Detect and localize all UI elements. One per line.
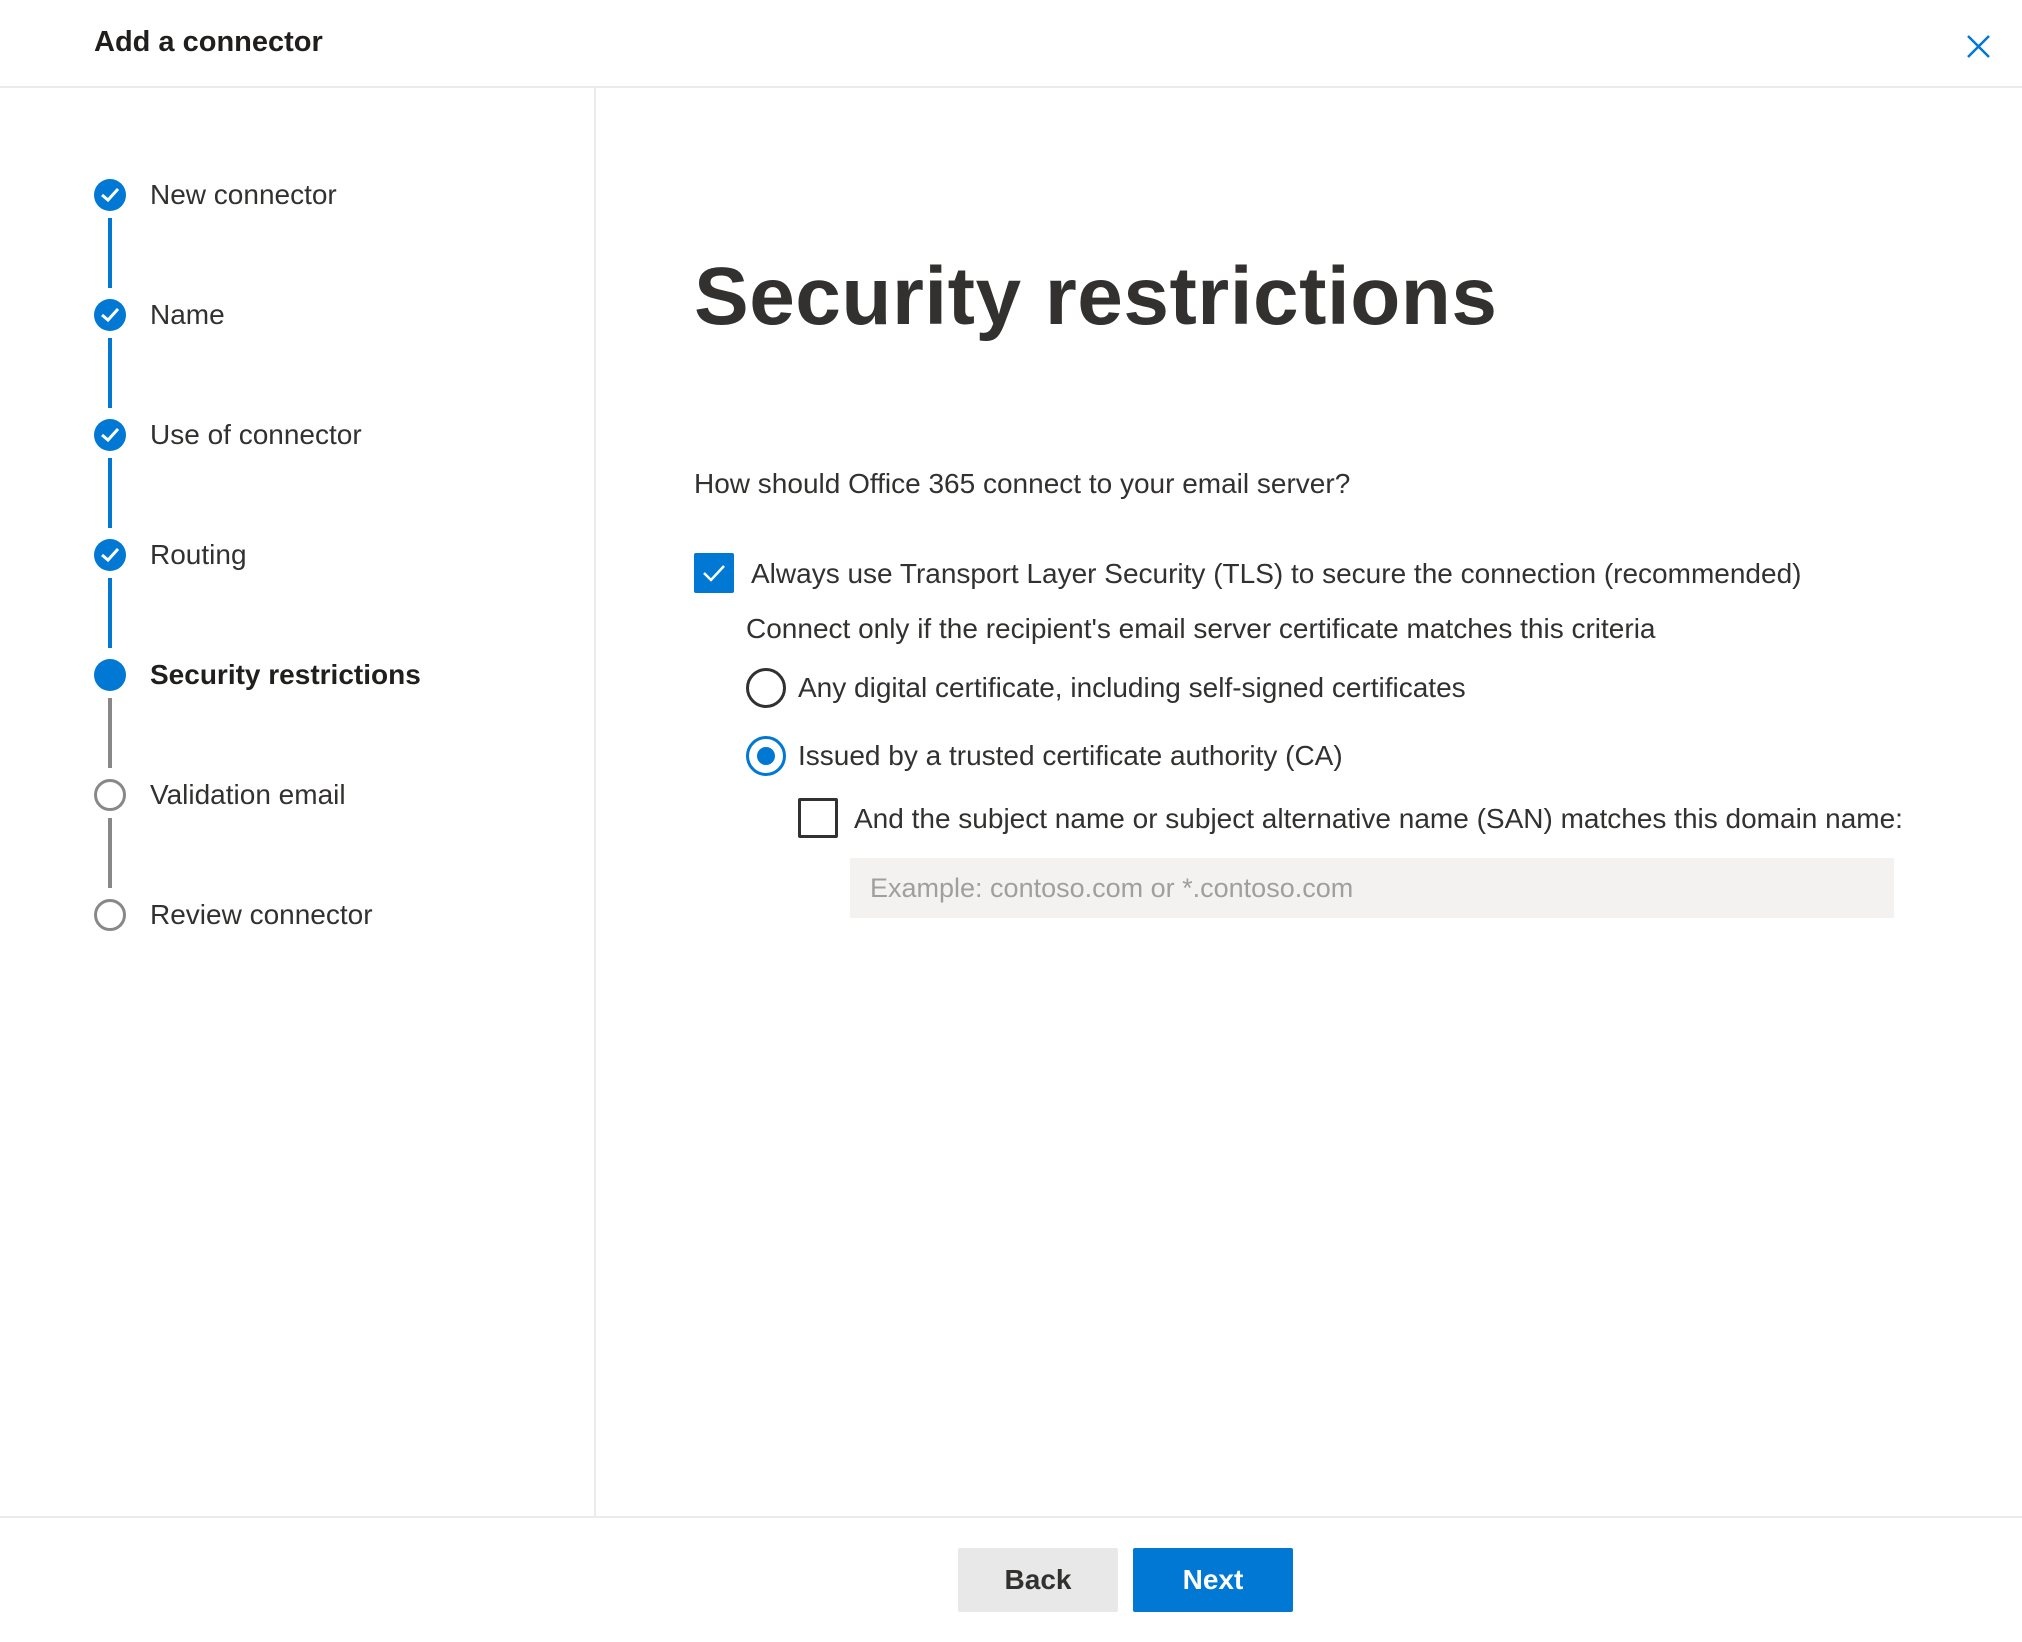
domain-name-input[interactable]	[850, 858, 1894, 918]
step-label: Name	[150, 299, 225, 330]
step-connector-line	[108, 698, 112, 768]
checkmark-icon	[702, 563, 726, 583]
step-connector-line	[108, 218, 112, 288]
san-checkbox-label[interactable]: And the subject name or subject alternative name (SAN) matches this domain name:	[854, 803, 1903, 834]
criteria-text: Connect only if the recipient's email server certificate matches this criteria	[746, 613, 1656, 644]
step-connector-line	[108, 578, 112, 648]
next-button[interactable]: Next	[1133, 1548, 1293, 1612]
step-label: Security restrictions	[150, 659, 421, 690]
page-title: Security restrictions	[694, 251, 1498, 342]
any-certificate-label[interactable]: Any digital certificate, including self-signed certificates	[798, 672, 1466, 703]
step-connector-line	[108, 818, 112, 888]
any-certificate-radio[interactable]	[746, 668, 786, 708]
dialog-footer	[0, 1516, 2022, 1642]
step-label: Validation email	[150, 779, 346, 810]
trusted-ca-label[interactable]: Issued by a trusted certificate authority (CA)	[798, 740, 1343, 771]
trusted-ca-radio[interactable]	[746, 736, 786, 776]
step-complete-check-icon	[94, 539, 126, 571]
step-validation-email	[0, 776, 560, 816]
dialog-title: Add a connector	[94, 26, 323, 58]
step-connector-line	[108, 338, 112, 408]
step-label: New connector	[150, 179, 337, 210]
step-label: Use of connector	[150, 419, 362, 450]
step-pending-circle-icon	[94, 899, 126, 931]
tls-checkbox-label[interactable]: Always use Transport Layer Security (TLS) to secure the connection (recommended)	[751, 558, 1802, 589]
san-checkbox[interactable]	[798, 798, 838, 838]
close-icon[interactable]	[1958, 26, 1998, 66]
question-text: How should Office 365 connect to your email server?	[694, 468, 1351, 499]
step-name[interactable]	[0, 296, 560, 336]
back-button[interactable]: Back	[958, 1548, 1118, 1612]
step-label: Routing	[150, 539, 247, 570]
step-current-dot-icon	[94, 659, 126, 691]
step-new-connector[interactable]	[0, 176, 560, 216]
step-security-restrictions	[0, 656, 560, 696]
step-routing[interactable]	[0, 536, 560, 576]
dialog-header	[0, 0, 2022, 88]
step-use-of-connector[interactable]	[0, 416, 560, 456]
wizard-steps-sidebar	[0, 88, 596, 1516]
step-pending-circle-icon	[94, 779, 126, 811]
step-complete-check-icon	[94, 419, 126, 451]
step-complete-check-icon	[94, 179, 126, 211]
step-complete-check-icon	[94, 299, 126, 331]
step-review-connector	[0, 896, 560, 936]
step-label: Review connector	[150, 899, 373, 930]
step-connector-line	[108, 458, 112, 528]
tls-checkbox[interactable]	[694, 553, 734, 593]
